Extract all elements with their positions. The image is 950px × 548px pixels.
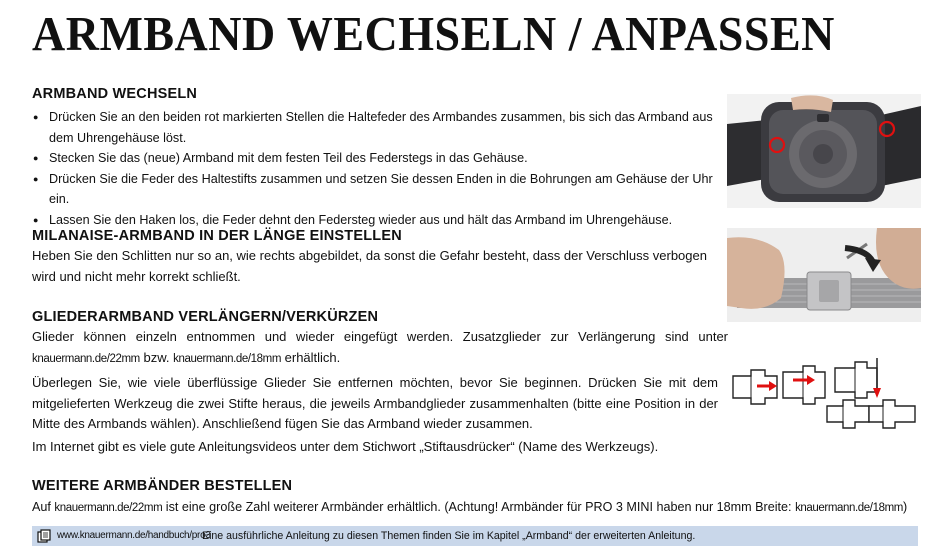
order-text-start: Auf [32, 500, 51, 514]
footer-text: Eine ausführliche Anleitung zu diesen Themen finden Sie im Kapitel „Armband“ der erweiterten Anleitung. [202, 530, 696, 542]
glieder-paragraph-2: Überlegen Sie, wie viele überflüssige Glieder Sie entfernen möchten, bevor Sie beginnen. Drücken Sie mit dem mitgelieferten Werkzeug die zwei Stifte heraus, die jeweils Armbandglieder zusammenhalten (bitte eine Position in der Mitte des Armbands wählen). Anschließend fügen Sie das Armband wieder zusammen. [32, 375, 718, 431]
link-22mm[interactable]: knauermann.de/22mm [32, 352, 140, 365]
watch-back-photo [727, 94, 921, 208]
footer-bar [32, 526, 918, 546]
page-title: ARMBAND WECHSELN / ANPASSEN [32, 7, 835, 61]
section-heading-milanaise: MILANAISE-ARMBAND IN DER LÄNGE EINSTELLEN [32, 228, 402, 244]
list-item: ● Stecken Sie das (neue) Armband mit dem festen Teil des Federstegs in das Gehäuse. [32, 148, 722, 169]
book-icon [37, 529, 51, 543]
section-heading-armband-wechseln: ARMBAND WECHSELN [32, 86, 198, 102]
glieder-paragraph-1 [32, 327, 728, 369]
order-link-18mm[interactable]: knauermann.de/18mm [795, 502, 903, 514]
order-link-22mm[interactable]: knauermann.de/22mm [54, 502, 163, 514]
weitere-armbaender-text [32, 497, 942, 519]
section-heading-weitere-armbaender: WEITERE ARMBÄNDER BESTELLEN [32, 478, 293, 494]
link-removal-diagram [727, 354, 921, 434]
order-text-end: ) [902, 500, 908, 514]
footer-url-link[interactable]: www.knauermann.de/handbuch/pro3 [57, 530, 211, 541]
glieder-text-bzw: bzw. [143, 349, 170, 365]
section-heading-gliederarmband: GLIEDERARMBAND VERLÄNGERN/VERKÜRZEN [32, 309, 379, 325]
milanaise-text: Heben Sie den Schlitten nur so an, wie rechts abgebildet, da sonst die Gefahr besteht, dass der Verschluss verbogen wird und nicht mehr korrekt schließt. [32, 248, 707, 284]
glieder-text: Glieder können einzeln entnommen und wieder eingefügt werden. Zusatzglieder zur Verlängerung sind unter [32, 329, 728, 344]
list-item: ● Drücken Sie an den beiden rot markierten Stellen die Haltefeder des Armbandes zusammen, bis sich das Armband aus dem Uhrengehäuse löst. [32, 107, 722, 148]
glieder-text-end: erhältlich. [284, 349, 341, 365]
list-item: ● Lassen Sie den Haken los, die Feder dehnt den Federsteg wieder aus und hält das Armband im Uhrengehäuse. [32, 210, 722, 231]
order-text-mid: ist eine große Zahl weiterer Armbänder erhältlich. (Achtung! Armbänder für PRO 3 MINI haben nur 18mm Breite: [165, 500, 792, 514]
glieder-paragraph-3: Im Internet gibt es viele gute Anleitungsvideos unter dem Stichwort „Stiftausdrücker“ (Name des Werkzeugs). [32, 439, 659, 454]
milanaise-band-photo [727, 228, 921, 322]
link-18mm[interactable]: knauermann.de/18mm [173, 352, 282, 365]
armband-wechseln-list [32, 107, 722, 230]
list-item: ● Drücken Sie die Feder des Haltestifts zusammen und setzen Sie dessen Enden in die Bohrungen am Gehäuse der Uhr ein. [32, 169, 722, 210]
